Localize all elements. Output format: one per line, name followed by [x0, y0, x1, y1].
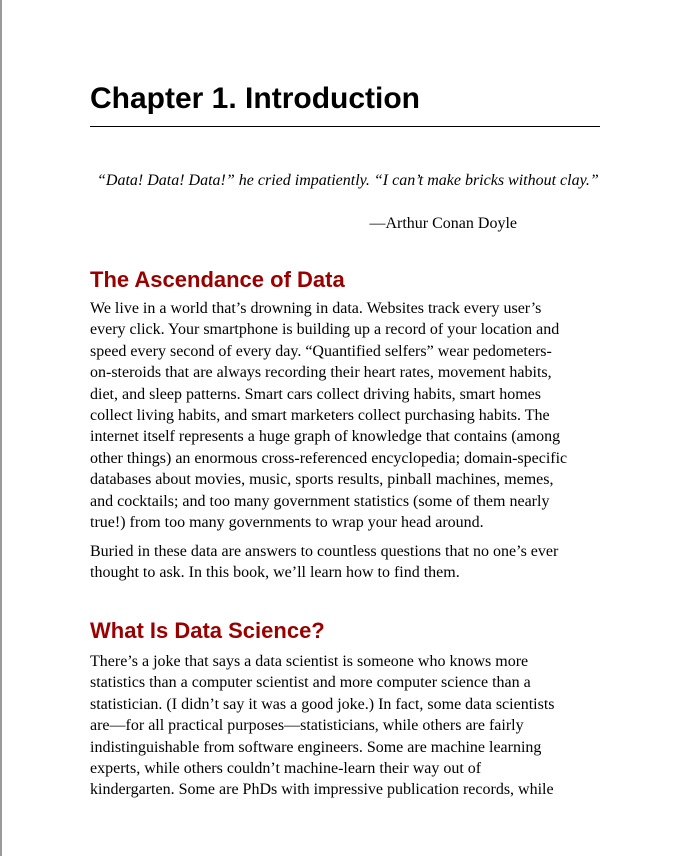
epigraph-attribution: —Arthur Conan Doyle: [369, 215, 517, 232]
body-paragraph: [90, 541, 558, 584]
chapter-title: Chapter 1. Introduction: [90, 82, 420, 115]
section-heading-ascendance-of-data: The Ascendance of Data: [90, 267, 345, 292]
epigraph-quote: “Data! Data! Data!” he cried impatiently. “I can’t make bricks without clay.”: [97, 172, 599, 189]
chapter-title-rule: [90, 126, 600, 127]
text-line: statistics than a computer scientist and more computer science than a: [90, 674, 531, 692]
text-line: We live in a world that’s drowning in data. Websites track every user’s: [90, 300, 542, 317]
text-line: thought to ask. In this book, we’ll learn how to find them.: [90, 564, 460, 582]
text-line: and cocktails; and too many government statistics (some of them nearly: [90, 492, 550, 510]
section-heading-what-is-data-science: What Is Data Science?: [90, 618, 325, 643]
text-line: on-steroids that are always recording their heart rates, movement habits,: [90, 364, 552, 382]
text-line: speed every second of every day. “Quantified selfers” wear pedometers-: [90, 342, 552, 360]
text-line: There’s a joke that says a data scientist is someone who knows more: [90, 653, 529, 670]
text-line: every click. Your smartphone is building up a record of your location and: [90, 321, 560, 339]
text-line: databases about movies, music, sports results, pinball machines, memes,: [90, 471, 554, 489]
text-line: other things) an enormous cross-referenced encyclopedia; domain-specific: [90, 449, 568, 467]
text-line: indistinguishable from software engineers. Some are machine learning: [90, 738, 542, 756]
text-line: collect living habits, and smart marketers collect purchasing habits. The: [90, 407, 550, 425]
text-line: experts, while others couldn’t machine-learn their way out of: [90, 760, 482, 778]
body-paragraph: [90, 651, 554, 801]
text-line: internet itself represents a huge graph of knowledge that contains (among: [90, 428, 561, 446]
text-line: diet, and sleep patterns. Smart cars collect driving habits, smart homes: [90, 385, 541, 403]
text-line: are—for all practical purposes—statisticians, while others are fairly: [90, 717, 524, 735]
text-line: statistician. (I didn’t say it was a good joke.) In fact, some data scientists: [90, 695, 555, 713]
text-line: kindergarten. Some are PhDs with impressive publication records, while: [90, 781, 554, 799]
body-paragraph: [90, 298, 567, 533]
text-line: Buried in these data are answers to countless questions that no one’s ever: [90, 543, 559, 560]
text-line: true!) from too many governments to wrap your head around.: [90, 514, 484, 532]
